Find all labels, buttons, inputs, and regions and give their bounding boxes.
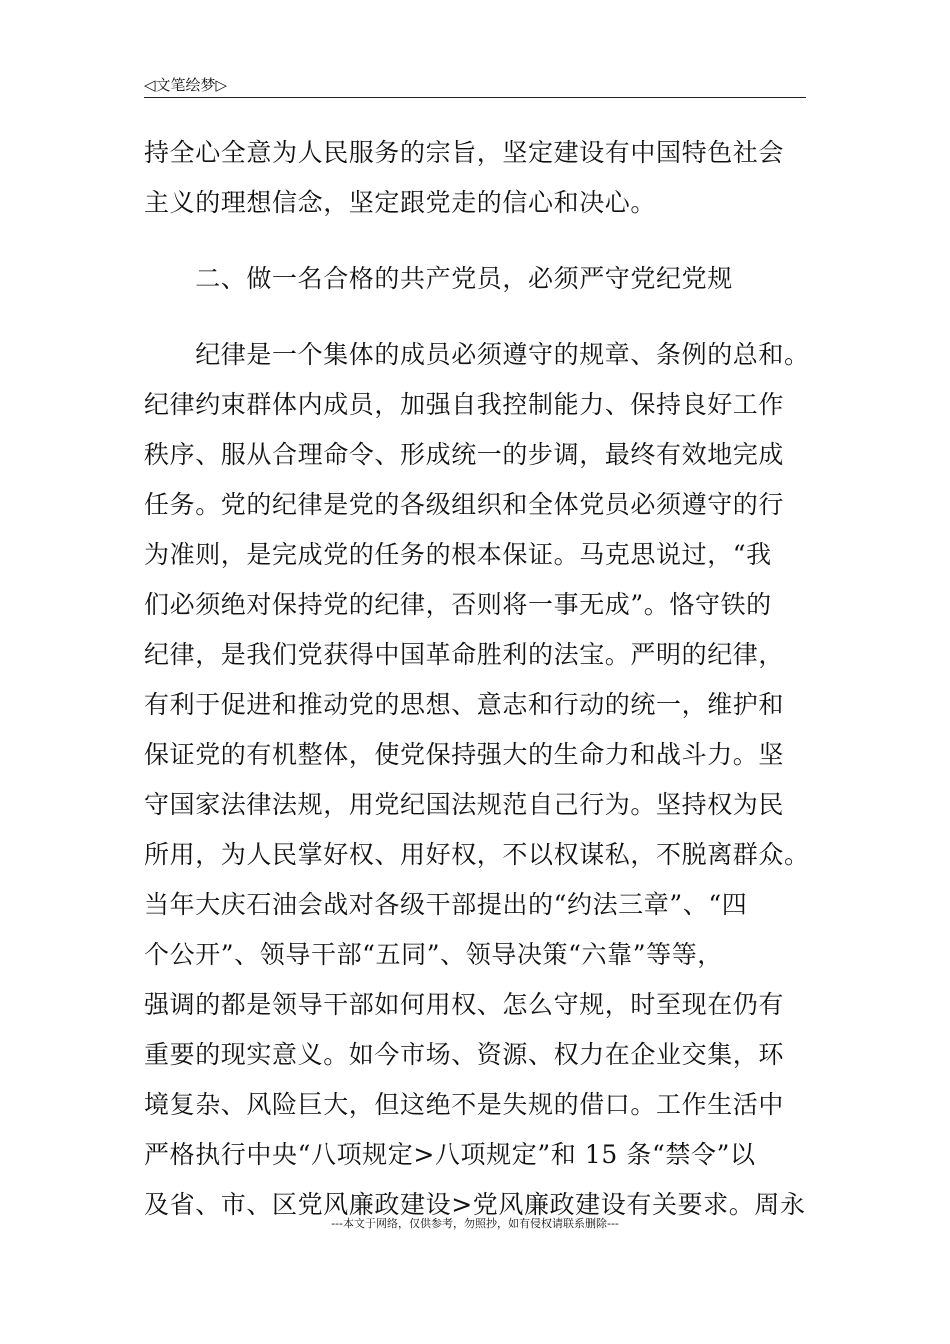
text-line: 纪律约束群体内成员，加强自我控制能力、保持良好工作 [144,390,785,419]
text-line: 所用，为人民掌好权、用好权，不以权谋私，不脱离群众。 [144,840,810,869]
text-line: 守国家法律法规，用党纪国法规范自己行为。坚持权为民 [144,790,785,819]
text-line: 及省、市、区党风廉政建设>党风廉政建设有关要求。周永 [144,1190,806,1219]
text-line: 纪律，是我们党获得中国革命胜利的法宝。严明的纪律， [144,640,785,669]
text-line: 严格执行中央“八项规定>八项规定”和 15 条“禁令”以 [144,1140,756,1169]
document-body [144,128,812,1230]
text-line: 纪律是一个集体的成员必须遵守的规章、条例的总和。 [144,340,810,369]
text-line: 保证党的有机整体，使党保持强大的生命力和战斗力。坚 [144,740,785,769]
text-line: 任务。党的纪律是党的各级组织和全体党员必须遵守的行 [144,490,785,519]
page-header: ◁文笔绘梦▷ [144,76,228,94]
paragraph-gap [144,228,812,254]
text-line: 重要的现实意义。如今市场、资源、权力在企业交集，环 [144,1040,785,1069]
text-line: 有利于促进和推动党的思想、意志和行动的统一，维护和 [144,690,785,719]
text-line: 强调的都是领导干部如何用权、怎么守规，时至现在仍有 [144,990,785,1019]
text-line: 主义的理想信念，坚定跟党走的信心和决心。 [144,188,657,217]
footer-disclaimer: ---本文于网络，仅供参考，勿照抄，如有侵权请联系删除--- [331,1217,619,1230]
text-line: 为准则，是完成党的任务的根本保证。马克思说过，“我 [144,540,772,569]
section-heading: 二、做一名合格的共产党员，必须严守党纪党规 [144,264,733,293]
text-line: 个公开”、领导干部“五同”、领导决策“六靠”等等， [144,940,723,969]
text-line: 当年大庆石油会战对各级干部提出的“约法三章”、“四 [144,890,748,919]
paragraph-gap [144,304,812,330]
text-line: 境复杂、风险巨大，但这绝不是失规的借口。工作生活中 [144,1090,785,1119]
text-line: 们必须绝对保持党的纪律，否则将一事无成”。恪守铁的 [144,590,772,619]
text-line: 秩序、服从合理命令、形成统一的步调，最终有效地完成 [144,440,785,469]
header-divider [144,97,806,98]
text-line: 持全心全意为人民服务的宗旨，坚定建设有中国特色社会 [144,138,785,167]
